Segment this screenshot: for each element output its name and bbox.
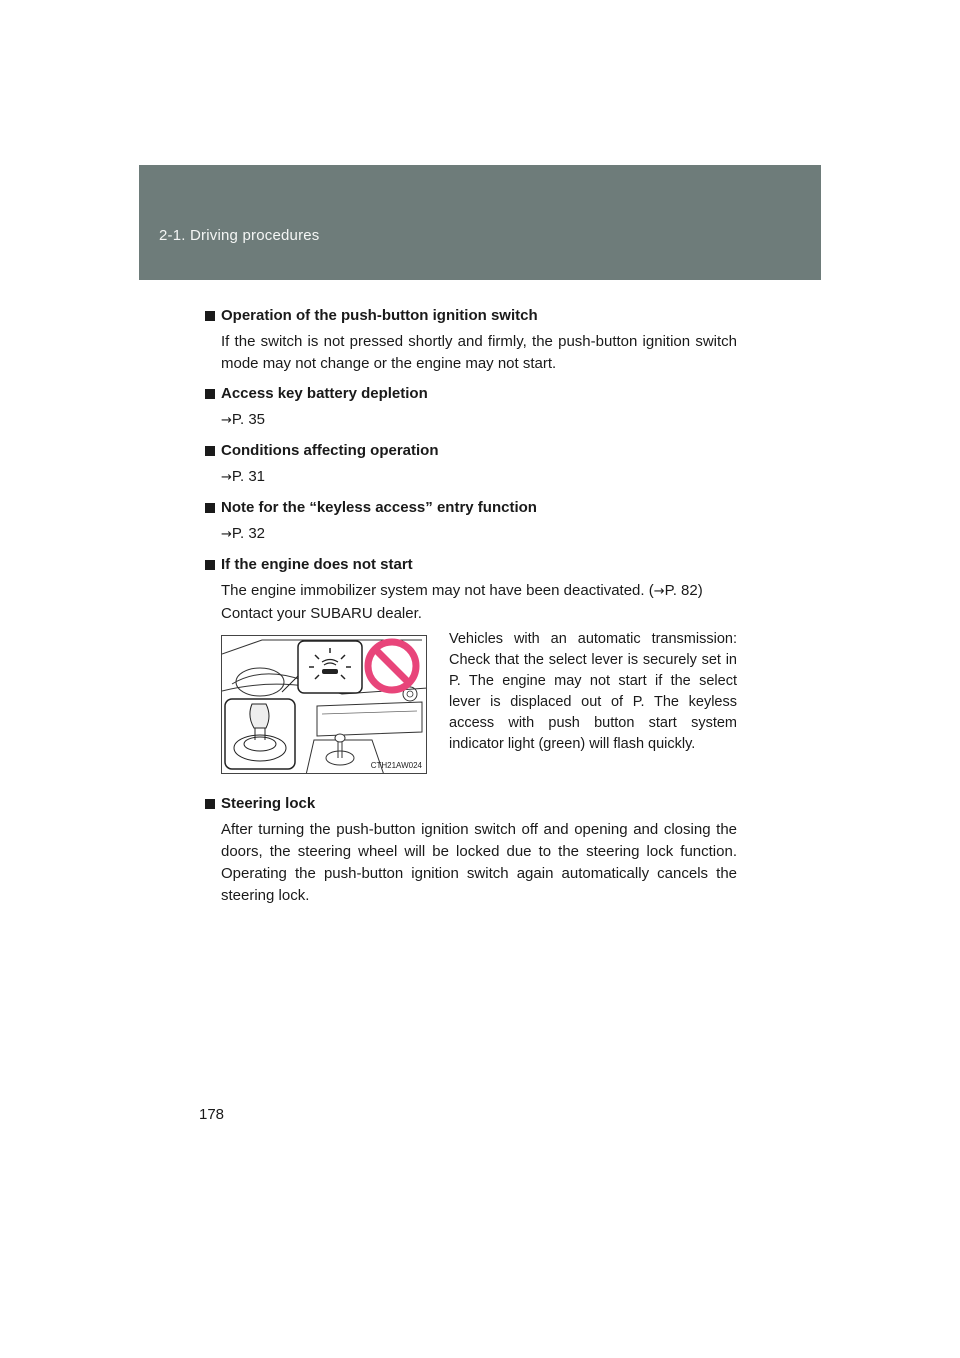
section-title: 2-1. Driving procedures (159, 227, 320, 244)
item-heading: Operation of the push-button ignition switch (221, 307, 538, 324)
dashboard-drawing (222, 636, 427, 774)
figure-caption: Vehicles with an automatic transmission: Check that the select lever is securely set in P. The engine may not start if the select lever is displaced out of P. The keyless access with push button start system indicator light (green) will flash quickly. (449, 631, 737, 752)
page-reference-link[interactable]: P. 35 (231, 411, 265, 428)
bullet-square-icon (205, 311, 215, 321)
item-heading: Steering lock (221, 795, 316, 812)
item-heading: Note for the “keyless access” entry function (221, 499, 537, 516)
item-keyless-access (205, 497, 737, 546)
header-band (139, 165, 821, 280)
item-steering-lock (205, 793, 737, 907)
figure-row (221, 629, 737, 779)
arrow-icon: → (653, 584, 665, 599)
item-body: After turning the push-button ignition switch off and opening and closing the doors, the steering wheel will be locked due to the steering lock function. Operating the push-button ignition switch again automatically cancels the steering lock. (221, 821, 737, 904)
item-engine-not-start (205, 554, 737, 625)
item-heading: Access key battery depletion (221, 385, 428, 402)
content (205, 305, 737, 915)
page-reference-link[interactable]: P. 31 (231, 468, 265, 485)
figure-code: CTH21AW024 (370, 761, 422, 770)
item-heading: Conditions affecting operation (221, 442, 439, 459)
arrow-icon: → (221, 413, 232, 428)
bullet-square-icon (205, 560, 215, 570)
page-reference-link[interactable]: P. 82) (664, 582, 703, 599)
item-battery-depletion (205, 383, 737, 432)
item-body: If the switch is not pressed shortly and firmly, the push-button ignition switch mode may not change or the engine may not start. (221, 333, 737, 372)
bullet-square-icon (205, 389, 215, 399)
page-reference-link[interactable]: P. 32 (231, 525, 265, 542)
bullet-square-icon (205, 799, 215, 809)
arrow-icon: → (221, 527, 232, 542)
item-heading: If the engine does not start (221, 556, 413, 573)
page-number: 178 (199, 1106, 225, 1123)
item-push-button-operation (205, 305, 737, 375)
arrow-icon: → (221, 470, 232, 485)
bullet-square-icon (205, 446, 215, 456)
item-conditions (205, 440, 737, 489)
dashboard-illustration (221, 635, 427, 774)
bullet-square-icon (205, 503, 215, 513)
item-body: The engine immobilizer system may not have been deactivated. (→P. 82) Contact your SUBARU dealer. (221, 582, 703, 622)
